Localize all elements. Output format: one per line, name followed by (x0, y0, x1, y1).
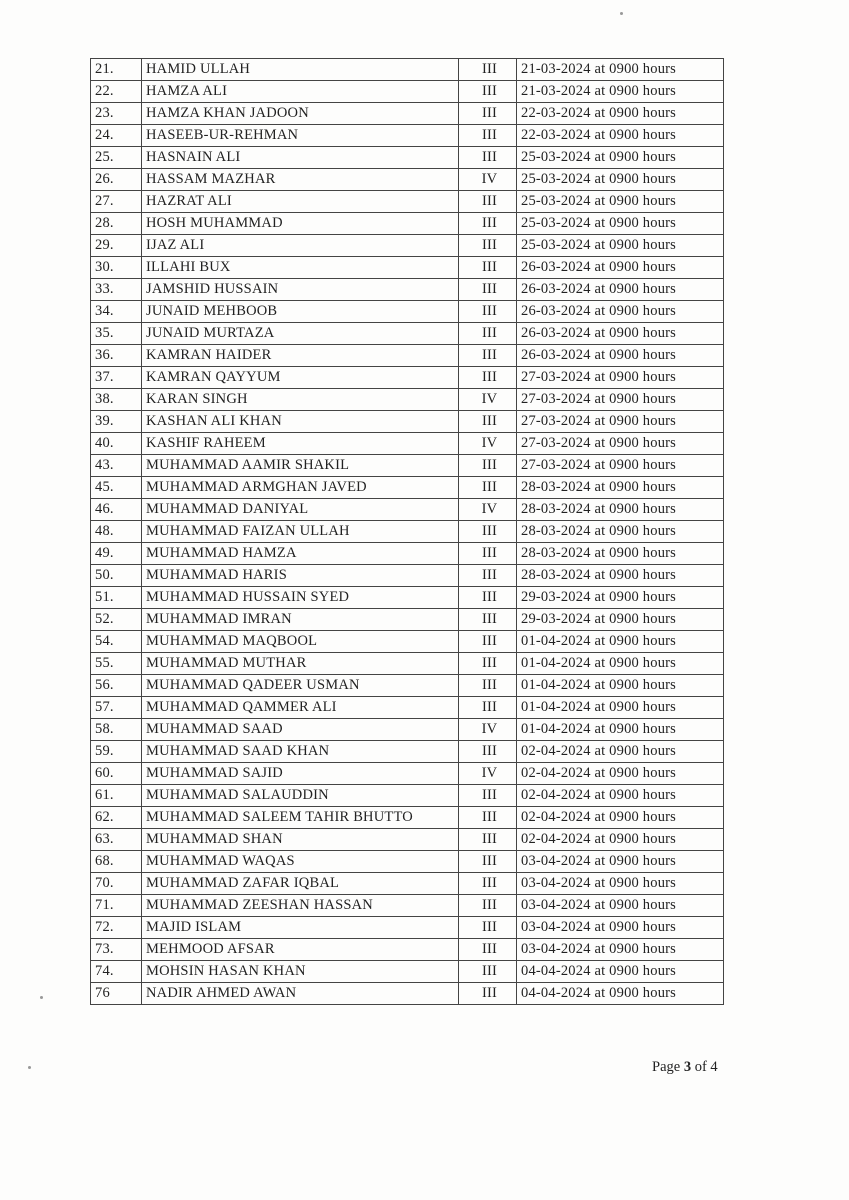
student-name-cell: HASNAIN ALI (142, 147, 459, 169)
schedule-date-cell: 21-03-2024 at 0900 hours (517, 59, 724, 81)
student-name-cell: KAMRAN HAIDER (142, 345, 459, 367)
student-name-cell: HASSAM MAZHAR (142, 169, 459, 191)
student-name-cell: KASHIF RAHEEM (142, 433, 459, 455)
schedule-table (90, 58, 724, 1005)
serial-number-cell: 40. (91, 433, 142, 455)
schedule-date-cell: 03-04-2024 at 0900 hours (517, 939, 724, 961)
serial-number-cell: 49. (91, 543, 142, 565)
serial-number-cell: 27. (91, 191, 142, 213)
serial-number-cell: 35. (91, 323, 142, 345)
semester-cell: III (459, 609, 517, 631)
semester-cell: III (459, 191, 517, 213)
semester-cell: III (459, 411, 517, 433)
table-row (91, 851, 724, 873)
serial-number-cell: 21. (91, 59, 142, 81)
schedule-date-cell: 26-03-2024 at 0900 hours (517, 323, 724, 345)
table-row (91, 543, 724, 565)
schedule-date-cell: 28-03-2024 at 0900 hours (517, 565, 724, 587)
student-name-cell: MUHAMMAD QAMMER ALI (142, 697, 459, 719)
page-number-current: 3 (683, 1059, 692, 1075)
schedule-table-body (91, 59, 724, 1005)
student-name-cell: IJAZ ALI (142, 235, 459, 257)
semester-cell: III (459, 543, 517, 565)
table-row (91, 653, 724, 675)
scan-speck (620, 12, 623, 15)
table-row (91, 521, 724, 543)
semester-cell: III (459, 653, 517, 675)
semester-cell: III (459, 851, 517, 873)
schedule-date-cell: 27-03-2024 at 0900 hours (517, 433, 724, 455)
table-row (91, 235, 724, 257)
table-row (91, 895, 724, 917)
serial-number-cell: 28. (91, 213, 142, 235)
student-name-cell: MUHAMMAD WAQAS (142, 851, 459, 873)
semester-cell: III (459, 939, 517, 961)
student-name-cell: MAJID ISLAM (142, 917, 459, 939)
student-name-cell: MUHAMMAD AAMIR SHAKIL (142, 455, 459, 477)
table-row (91, 169, 724, 191)
schedule-date-cell: 28-03-2024 at 0900 hours (517, 543, 724, 565)
serial-number-cell: 43. (91, 455, 142, 477)
student-name-cell: JUNAID MEHBOOB (142, 301, 459, 323)
table-row (91, 279, 724, 301)
student-name-cell: HAMID ULLAH (142, 59, 459, 81)
table-row (91, 389, 724, 411)
table-row (91, 983, 724, 1005)
table-row (91, 565, 724, 587)
semester-cell: III (459, 631, 517, 653)
table-row (91, 411, 724, 433)
serial-number-cell: 25. (91, 147, 142, 169)
scan-speck (28, 1066, 31, 1069)
table-row (91, 785, 724, 807)
semester-cell: III (459, 565, 517, 587)
student-name-cell: HAMZA KHAN JADOON (142, 103, 459, 125)
semester-cell: III (459, 807, 517, 829)
semester-cell: III (459, 125, 517, 147)
table-row (91, 301, 724, 323)
schedule-date-cell: 26-03-2024 at 0900 hours (517, 279, 724, 301)
student-name-cell: MUHAMMAD HARIS (142, 565, 459, 587)
schedule-date-cell: 25-03-2024 at 0900 hours (517, 235, 724, 257)
student-name-cell: MUHAMMAD SHAN (142, 829, 459, 851)
student-name-cell: MUHAMMAD SALAUDDIN (142, 785, 459, 807)
semester-cell: IV (459, 433, 517, 455)
schedule-date-cell: 27-03-2024 at 0900 hours (517, 455, 724, 477)
semester-cell: III (459, 961, 517, 983)
semester-cell: III (459, 587, 517, 609)
schedule-date-cell: 22-03-2024 at 0900 hours (517, 125, 724, 147)
semester-cell: III (459, 455, 517, 477)
student-name-cell: JUNAID MURTAZA (142, 323, 459, 345)
semester-cell: III (459, 741, 517, 763)
serial-number-cell: 46. (91, 499, 142, 521)
schedule-date-cell: 28-03-2024 at 0900 hours (517, 477, 724, 499)
schedule-date-cell: 03-04-2024 at 0900 hours (517, 873, 724, 895)
semester-cell: IV (459, 169, 517, 191)
semester-cell: III (459, 81, 517, 103)
serial-number-cell: 61. (91, 785, 142, 807)
table-row (91, 961, 724, 983)
semester-cell: III (459, 785, 517, 807)
page-number (652, 1059, 718, 1076)
semester-cell: III (459, 345, 517, 367)
student-name-cell: MUHAMMAD SALEEM TAHIR BHUTTO (142, 807, 459, 829)
serial-number-cell: 22. (91, 81, 142, 103)
table-row (91, 763, 724, 785)
student-name-cell: JAMSHID HUSSAIN (142, 279, 459, 301)
serial-number-cell: 52. (91, 609, 142, 631)
schedule-date-cell: 01-04-2024 at 0900 hours (517, 675, 724, 697)
semester-cell: III (459, 675, 517, 697)
student-name-cell: MUHAMMAD MUTHAR (142, 653, 459, 675)
table-row (91, 257, 724, 279)
student-name-cell: MUHAMMAD QADEER USMAN (142, 675, 459, 697)
student-name-cell: MUHAMMAD MAQBOOL (142, 631, 459, 653)
schedule-date-cell: 22-03-2024 at 0900 hours (517, 103, 724, 125)
table-row (91, 807, 724, 829)
semester-cell: III (459, 829, 517, 851)
student-name-cell: NADIR AHMED AWAN (142, 983, 459, 1005)
semester-cell: III (459, 235, 517, 257)
student-name-cell: ILLAHI BUX (142, 257, 459, 279)
schedule-date-cell: 28-03-2024 at 0900 hours (517, 521, 724, 543)
serial-number-cell: 24. (91, 125, 142, 147)
table-row (91, 147, 724, 169)
student-name-cell: MUHAMMAD FAIZAN ULLAH (142, 521, 459, 543)
table-row (91, 631, 724, 653)
student-name-cell: MUHAMMAD IMRAN (142, 609, 459, 631)
serial-number-cell: 51. (91, 587, 142, 609)
schedule-date-cell: 29-03-2024 at 0900 hours (517, 609, 724, 631)
schedule-date-cell: 26-03-2024 at 0900 hours (517, 257, 724, 279)
semester-cell: IV (459, 719, 517, 741)
table-row (91, 323, 724, 345)
serial-number-cell: 55. (91, 653, 142, 675)
serial-number-cell: 59. (91, 741, 142, 763)
schedule-date-cell: 25-03-2024 at 0900 hours (517, 147, 724, 169)
semester-cell: III (459, 873, 517, 895)
table-row (91, 609, 724, 631)
table-row (91, 477, 724, 499)
student-name-cell: MUHAMMAD ZEESHAN HASSAN (142, 895, 459, 917)
semester-cell: III (459, 279, 517, 301)
schedule-date-cell: 26-03-2024 at 0900 hours (517, 301, 724, 323)
serial-number-cell: 29. (91, 235, 142, 257)
student-name-cell: KARAN SINGH (142, 389, 459, 411)
schedule-date-cell: 29-03-2024 at 0900 hours (517, 587, 724, 609)
serial-number-cell: 76 (91, 983, 142, 1005)
table-row (91, 917, 724, 939)
table-row (91, 125, 724, 147)
student-name-cell: MUHAMMAD ARMGHAN JAVED (142, 477, 459, 499)
table-row (91, 697, 724, 719)
table-row (91, 829, 724, 851)
schedule-date-cell: 25-03-2024 at 0900 hours (517, 191, 724, 213)
table-row (91, 939, 724, 961)
serial-number-cell: 50. (91, 565, 142, 587)
student-name-cell: MUHAMMAD HAMZA (142, 543, 459, 565)
semester-cell: III (459, 257, 517, 279)
serial-number-cell: 71. (91, 895, 142, 917)
table-row (91, 455, 724, 477)
page-number-total: 4 (710, 1059, 718, 1075)
schedule-date-cell: 28-03-2024 at 0900 hours (517, 499, 724, 521)
student-name-cell: HAZRAT ALI (142, 191, 459, 213)
table-row (91, 741, 724, 763)
table-row (91, 675, 724, 697)
student-name-cell: MUHAMMAD DANIYAL (142, 499, 459, 521)
schedule-date-cell: 01-04-2024 at 0900 hours (517, 631, 724, 653)
table-row (91, 345, 724, 367)
serial-number-cell: 37. (91, 367, 142, 389)
serial-number-cell: 57. (91, 697, 142, 719)
semester-cell: III (459, 895, 517, 917)
serial-number-cell: 60. (91, 763, 142, 785)
schedule-date-cell: 02-04-2024 at 0900 hours (517, 829, 724, 851)
serial-number-cell: 68. (91, 851, 142, 873)
serial-number-cell: 56. (91, 675, 142, 697)
serial-number-cell: 23. (91, 103, 142, 125)
page-number-prefix: Page (652, 1059, 684, 1075)
serial-number-cell: 72. (91, 917, 142, 939)
student-name-cell: HAMZA ALI (142, 81, 459, 103)
serial-number-cell: 26. (91, 169, 142, 191)
schedule-date-cell: 04-04-2024 at 0900 hours (517, 961, 724, 983)
semester-cell: III (459, 301, 517, 323)
schedule-date-cell: 25-03-2024 at 0900 hours (517, 169, 724, 191)
table-row (91, 367, 724, 389)
table-row (91, 873, 724, 895)
table-row (91, 719, 724, 741)
scan-speck (40, 996, 43, 999)
serial-number-cell: 38. (91, 389, 142, 411)
student-name-cell: MOHSIN HASAN KHAN (142, 961, 459, 983)
semester-cell: IV (459, 389, 517, 411)
schedule-date-cell: 04-04-2024 at 0900 hours (517, 983, 724, 1005)
serial-number-cell: 34. (91, 301, 142, 323)
table-row (91, 191, 724, 213)
student-name-cell: MUHAMMAD SAJID (142, 763, 459, 785)
semester-cell: III (459, 477, 517, 499)
student-name-cell: MUHAMMAD SAAD (142, 719, 459, 741)
semester-cell: III (459, 521, 517, 543)
schedule-date-cell: 27-03-2024 at 0900 hours (517, 411, 724, 433)
schedule-date-cell: 02-04-2024 at 0900 hours (517, 807, 724, 829)
serial-number-cell: 48. (91, 521, 142, 543)
schedule-date-cell: 03-04-2024 at 0900 hours (517, 917, 724, 939)
semester-cell: IV (459, 763, 517, 785)
semester-cell: III (459, 147, 517, 169)
table-row (91, 499, 724, 521)
serial-number-cell: 70. (91, 873, 142, 895)
serial-number-cell: 54. (91, 631, 142, 653)
table-row (91, 59, 724, 81)
student-name-cell: KAMRAN QAYYUM (142, 367, 459, 389)
serial-number-cell: 45. (91, 477, 142, 499)
student-name-cell: HASEEB-UR-REHMAN (142, 125, 459, 147)
serial-number-cell: 33. (91, 279, 142, 301)
semester-cell: III (459, 367, 517, 389)
schedule-date-cell: 02-04-2024 at 0900 hours (517, 741, 724, 763)
semester-cell: III (459, 983, 517, 1005)
schedule-date-cell: 03-04-2024 at 0900 hours (517, 851, 724, 873)
serial-number-cell: 74. (91, 961, 142, 983)
schedule-date-cell: 01-04-2024 at 0900 hours (517, 653, 724, 675)
schedule-date-cell: 01-04-2024 at 0900 hours (517, 697, 724, 719)
semester-cell: III (459, 103, 517, 125)
schedule-date-cell: 21-03-2024 at 0900 hours (517, 81, 724, 103)
student-name-cell: MUHAMMAD ZAFAR IQBAL (142, 873, 459, 895)
serial-number-cell: 36. (91, 345, 142, 367)
semester-cell: III (459, 697, 517, 719)
semester-cell: III (459, 917, 517, 939)
serial-number-cell: 73. (91, 939, 142, 961)
table-row (91, 81, 724, 103)
semester-cell: IV (459, 499, 517, 521)
schedule-date-cell: 02-04-2024 at 0900 hours (517, 763, 724, 785)
schedule-date-cell: 26-03-2024 at 0900 hours (517, 345, 724, 367)
schedule-date-cell: 02-04-2024 at 0900 hours (517, 785, 724, 807)
student-name-cell: MEHMOOD AFSAR (142, 939, 459, 961)
serial-number-cell: 62. (91, 807, 142, 829)
serial-number-cell: 63. (91, 829, 142, 851)
page-number-middle: of (691, 1059, 711, 1075)
schedule-date-cell: 27-03-2024 at 0900 hours (517, 367, 724, 389)
semester-cell: III (459, 59, 517, 81)
table-row (91, 103, 724, 125)
table-row (91, 587, 724, 609)
student-name-cell: KASHAN ALI KHAN (142, 411, 459, 433)
serial-number-cell: 30. (91, 257, 142, 279)
table-row (91, 213, 724, 235)
schedule-date-cell: 25-03-2024 at 0900 hours (517, 213, 724, 235)
serial-number-cell: 39. (91, 411, 142, 433)
semester-cell: III (459, 323, 517, 345)
student-name-cell: HOSH MUHAMMAD (142, 213, 459, 235)
student-name-cell: MUHAMMAD HUSSAIN SYED (142, 587, 459, 609)
serial-number-cell: 58. (91, 719, 142, 741)
semester-cell: III (459, 213, 517, 235)
schedule-date-cell: 27-03-2024 at 0900 hours (517, 389, 724, 411)
table-row (91, 433, 724, 455)
schedule-date-cell: 03-04-2024 at 0900 hours (517, 895, 724, 917)
schedule-date-cell: 01-04-2024 at 0900 hours (517, 719, 724, 741)
student-name-cell: MUHAMMAD SAAD KHAN (142, 741, 459, 763)
